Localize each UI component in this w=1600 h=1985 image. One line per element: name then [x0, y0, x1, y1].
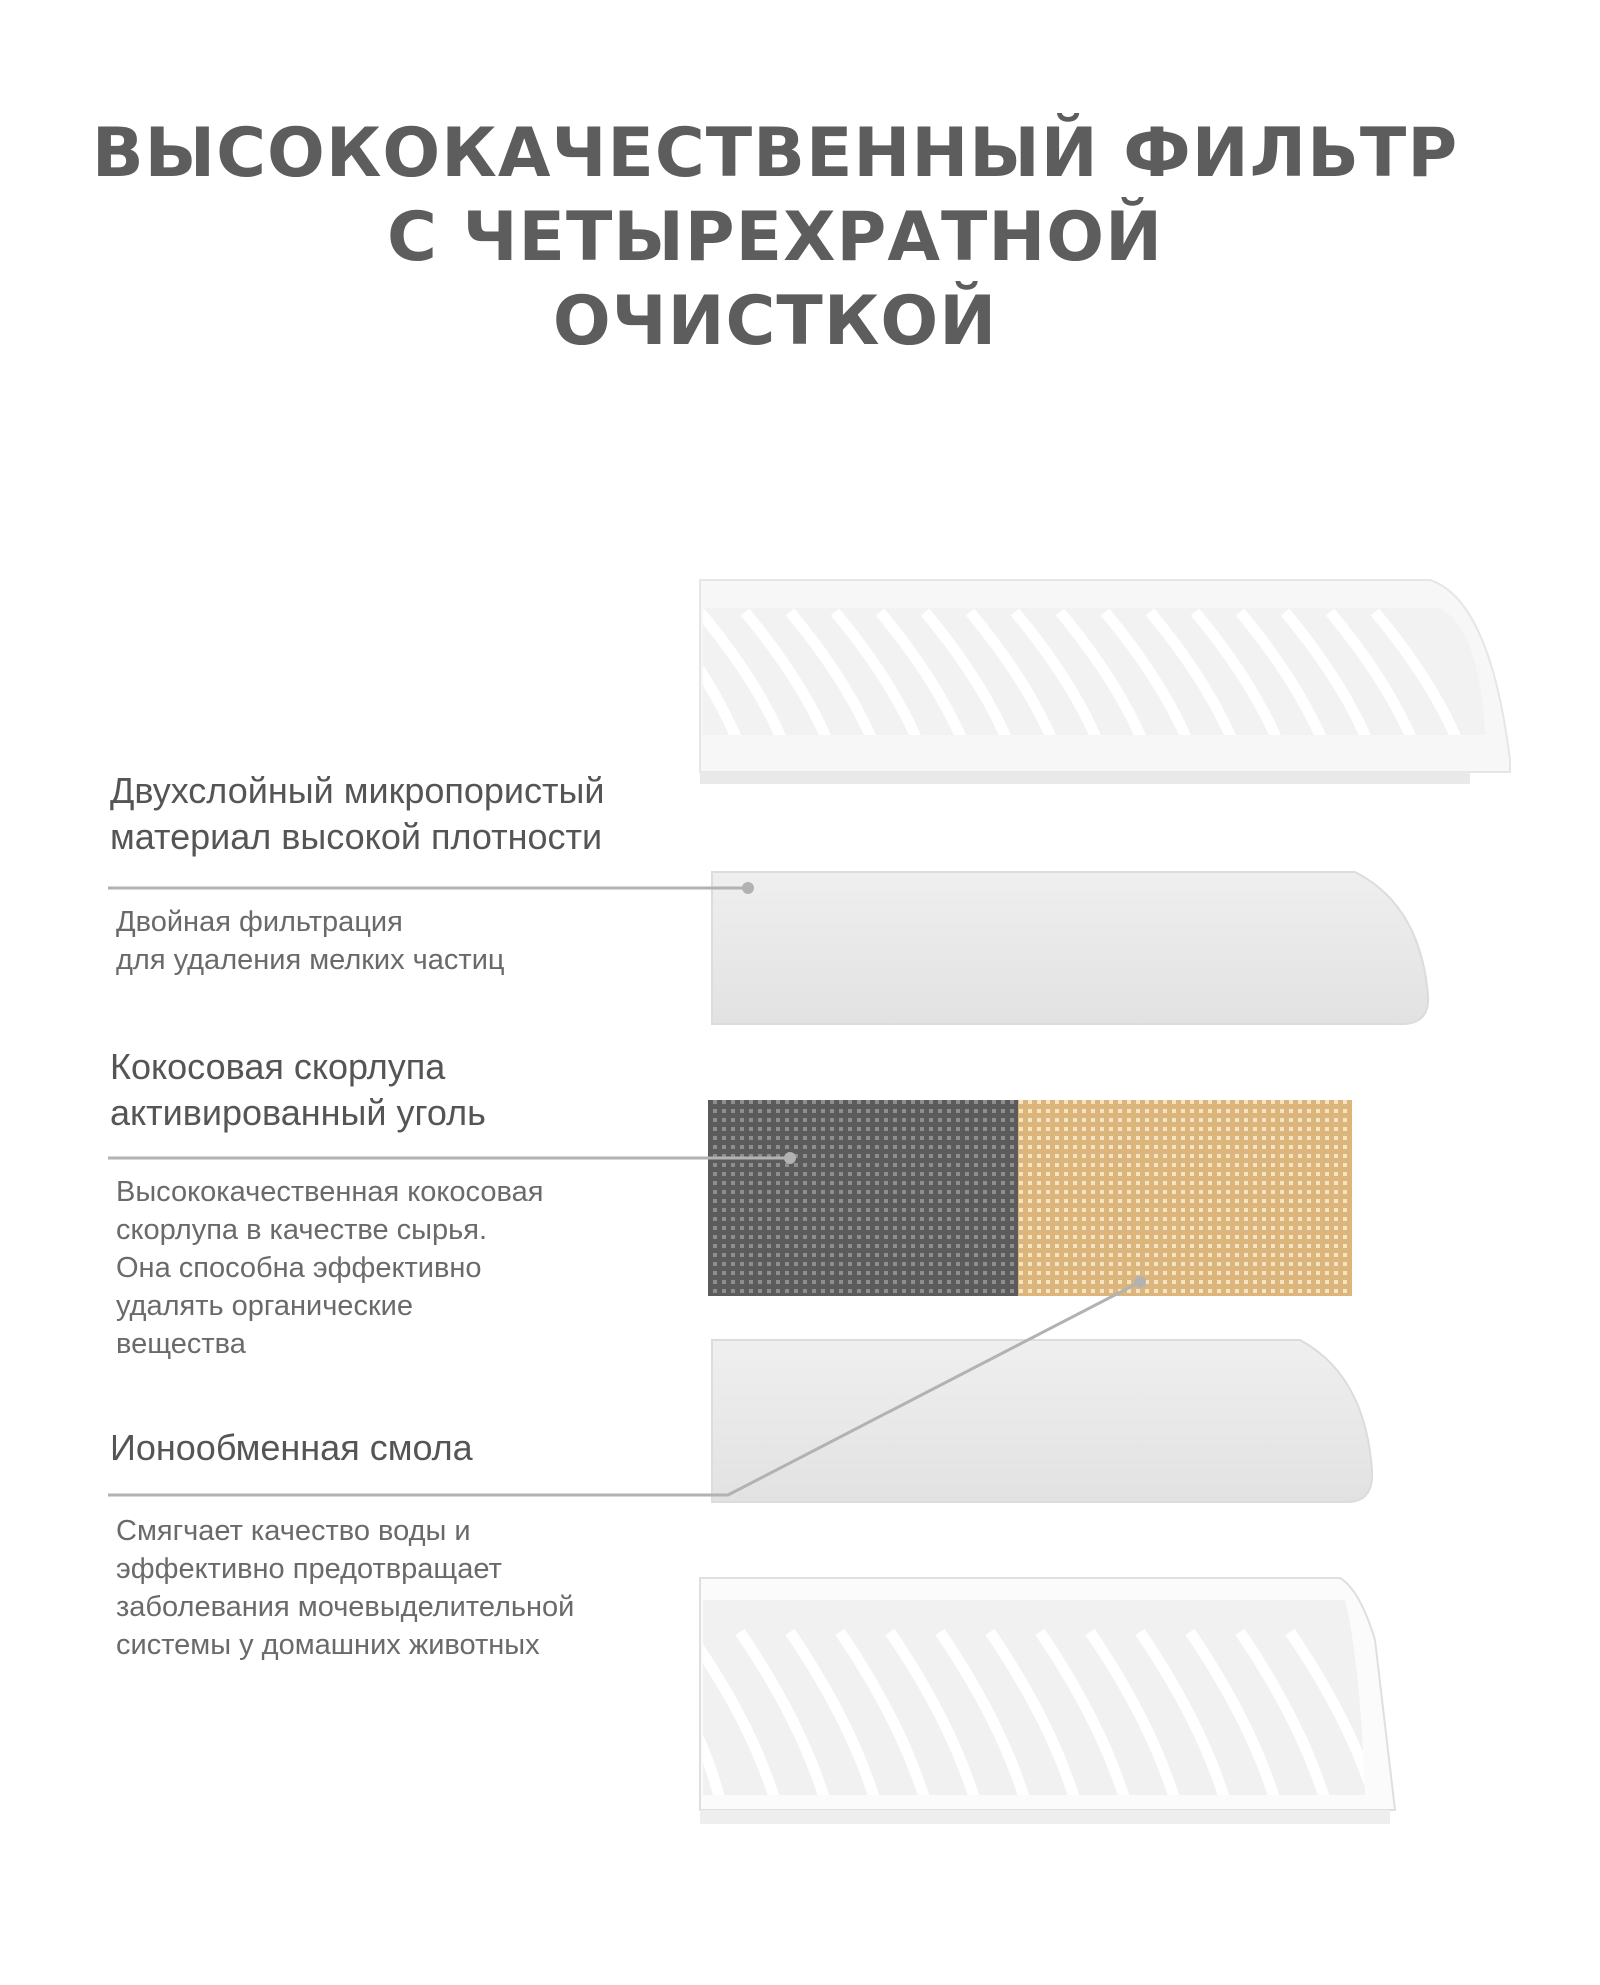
layer-heading-microporous [110, 768, 605, 860]
description-line: Двойная фильтрация [116, 906, 403, 938]
title-line: С ЧЕТЫРЕХРАТНОЙ [386, 198, 1163, 277]
pointer-dot [742, 882, 754, 894]
description-line: Высококачественная кокосовая [116, 1176, 544, 1208]
title-line: ВЫСОКОКАЧЕСТВЕННЫЙ ФИЛЬТР [91, 114, 1459, 193]
heading-line: Ионообменная смола [110, 1427, 473, 1468]
heading-line: активированный уголь [110, 1092, 486, 1133]
description-line: удалять органические [116, 1290, 413, 1322]
layer-description-resin [116, 1512, 574, 1664]
bottom-tray [640, 1578, 1395, 1824]
top-tray [620, 580, 1510, 784]
title-line: ОЧИСТКОЙ [552, 282, 998, 361]
resin-block [1018, 1100, 1352, 1296]
description-line: эффективно предотвращает [116, 1553, 502, 1585]
layer-description-microporous [116, 903, 505, 979]
lower-filter-pad [712, 1340, 1372, 1502]
layer-heading-charcoal [110, 1044, 486, 1136]
description-line: скорлупа в качестве сырья. [116, 1214, 487, 1246]
layer-heading-resin [110, 1425, 473, 1471]
description-line: Смягчает качество воды и [116, 1515, 471, 1547]
heading-line: Двухслойный микропористый [110, 770, 605, 811]
description-line: системы у домашних животных [116, 1629, 540, 1661]
heading-line: Кокосовая скорлупа [110, 1046, 446, 1087]
description-line: заболевания мочевыделительной [116, 1591, 575, 1623]
pointer-dot [784, 1152, 796, 1164]
microporous-pad [712, 872, 1428, 1024]
layer-description-charcoal [116, 1173, 543, 1363]
pointer-dot [1134, 1276, 1146, 1288]
charcoal-block [708, 1100, 1018, 1296]
description-line: Она способна эффективно [116, 1252, 482, 1284]
heading-line: материал высокой плотности [110, 816, 603, 857]
description-line: вещества [116, 1328, 246, 1360]
description-line: для удаления мелких частиц [116, 944, 505, 976]
